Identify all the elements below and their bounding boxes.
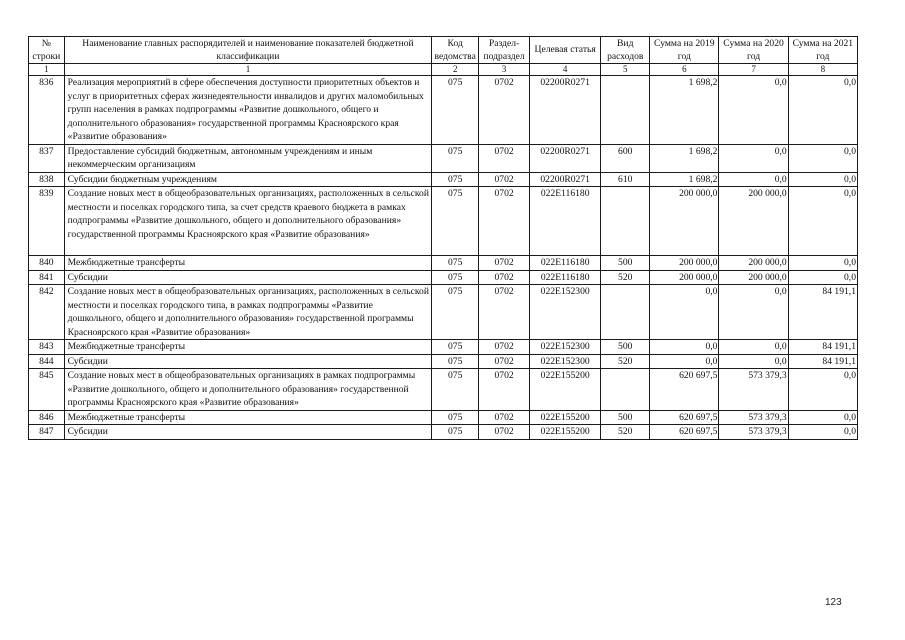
row-name: Создание новых мест в общеобразовательных организациях в рамках подпрограммы «Развитие дошкольного, общего и дополнительного образования» государственной программы Красноярского края «Развитие образования» [64,369,432,411]
row-number: 843 [29,340,65,355]
row-sum-2020: 0,0 [719,144,788,172]
row-exp-type: 520 [601,354,650,369]
row-sum-2021: 84 191,1 [788,354,857,369]
header-section: Раздел-подраздел [479,37,530,64]
row-section: 0702 [479,144,530,172]
column-number: 7 [719,64,788,76]
row-sum-2019: 620 697,5 [650,410,719,425]
row-number: 844 [29,354,65,369]
row-sum-2019: 1 698,2 [650,76,719,145]
row-exp-type: 610 [601,172,650,187]
row-dept-code: 075 [432,369,479,411]
row-dept-code: 075 [432,354,479,369]
row-number: 840 [29,256,65,271]
row-name: Субсидии бюджетным учреждениям [64,172,432,187]
row-sum-2019: 0,0 [650,354,719,369]
row-section: 0702 [479,340,530,355]
row-name: Субсидии [64,270,432,285]
row-exp-type: 520 [601,270,650,285]
row-dept-code: 075 [432,172,479,187]
row-target: 022E152300 [530,285,601,340]
row-dept-code: 075 [432,256,479,271]
row-target: 022E116180 [530,187,601,256]
row-sum-2020: 573 379,3 [719,369,788,411]
row-exp-type: 500 [601,340,650,355]
row-number: 846 [29,410,65,425]
table-header [29,37,858,76]
row-section: 0702 [479,187,530,256]
column-number: 6 [650,64,719,76]
row-dept-code: 075 [432,270,479,285]
row-target: 022E116180 [530,256,601,271]
row-target: 02200R0271 [530,76,601,145]
header-sum-2020: Сумма на 2020 год [719,37,788,64]
row-dept-code: 075 [432,76,479,145]
row-sum-2021: 84 191,1 [788,340,857,355]
header-row-no: № строки [29,37,65,64]
row-sum-2019: 200 000,0 [650,187,719,256]
column-number: 5 [601,64,650,76]
row-section: 0702 [479,410,530,425]
row-section: 0702 [479,76,530,145]
row-dept-code: 075 [432,187,479,256]
header-sum-2019: Сумма на 2019 год [650,37,719,64]
table-row [29,76,858,145]
row-sum-2019: 0,0 [650,285,719,340]
row-dept-code: 075 [432,285,479,340]
page-number: 123 [825,597,842,608]
column-number: 2 [432,64,479,76]
row-number: 841 [29,270,65,285]
row-target: 022E152300 [530,354,601,369]
table-row [29,285,858,340]
row-section: 0702 [479,256,530,271]
row-sum-2020: 200 000,0 [719,187,788,256]
row-name: Субсидии [64,425,432,440]
row-sum-2021: 0,0 [788,187,857,256]
row-name: Межбюджетные трансферты [64,256,432,271]
column-number: 1 [64,64,432,76]
row-exp-type [601,187,650,256]
row-sum-2021: 0,0 [788,256,857,271]
row-name: Предоставление субсидий бюджетным, автономным учреждениям и иным некоммерческим организациям [64,144,432,172]
row-name: Создание новых мест в общеобразовательных организациях, расположенных в сельской местности и поселках городского типа, за счет средств краевого бюджета в рамках подпрограммы «Развитие дошкольного, общего и дополнительного образования» государственной программы Красноярского края «Развитие образования» [64,187,432,256]
table-row [29,270,858,285]
row-sum-2020: 573 379,3 [719,425,788,440]
row-number: 839 [29,187,65,256]
row-number: 847 [29,425,65,440]
row-dept-code: 075 [432,425,479,440]
row-section: 0702 [479,369,530,411]
row-section: 0702 [479,270,530,285]
row-sum-2021: 0,0 [788,410,857,425]
row-target: 022E155200 [530,369,601,411]
row-target: 022E116180 [530,270,601,285]
table-row [29,256,858,271]
row-target: 02200R0271 [530,144,601,172]
row-name: Межбюджетные трансферты [64,340,432,355]
row-exp-type: 500 [601,256,650,271]
column-number: 3 [479,64,530,76]
row-sum-2020: 0,0 [719,340,788,355]
row-sum-2021: 0,0 [788,172,857,187]
row-target: 022E152300 [530,340,601,355]
row-sum-2019: 0,0 [650,340,719,355]
column-number-row [29,64,858,76]
row-dept-code: 075 [432,410,479,425]
budget-table [28,36,858,440]
row-exp-type: 500 [601,410,650,425]
row-name: Межбюджетные трансферты [64,410,432,425]
row-dept-code: 075 [432,340,479,355]
row-sum-2020: 573 379,3 [719,410,788,425]
row-sum-2021: 0,0 [788,270,857,285]
table-row [29,340,858,355]
row-sum-2021: 0,0 [788,425,857,440]
column-number: 8 [788,64,857,76]
row-sum-2020: 0,0 [719,285,788,340]
row-sum-2019: 620 697,5 [650,369,719,411]
row-section: 0702 [479,425,530,440]
header-dept-code: Код ведомства [432,37,479,64]
row-section: 0702 [479,285,530,340]
row-sum-2021: 0,0 [788,76,857,145]
table-row [29,172,858,187]
row-target: 022E155200 [530,410,601,425]
row-exp-type [601,285,650,340]
row-exp-type: 520 [601,425,650,440]
row-sum-2020: 200 000,0 [719,270,788,285]
row-number: 838 [29,172,65,187]
row-exp-type [601,369,650,411]
row-name: Создание новых мест в общеобразовательных организациях, расположенных в сельской местности и поселках городского типа, в рамках подпрограммы «Развитие дошкольного, общего и дополнительного образования» государственной программы Красноярского края «Развитие образования» [64,285,432,340]
table-row [29,425,858,440]
row-exp-type: 600 [601,144,650,172]
table-row [29,410,858,425]
header-exp-type: Вид расходов [601,37,650,64]
row-sum-2021: 84 191,1 [788,285,857,340]
header-target: Целевая статья [530,37,601,64]
table-row [29,144,858,172]
row-name: Реализация мероприятий в сфере обеспечения доступности приоритетных объектов и услуг в приоритетных сферах жизнедеятельности инвалидов и других маломобильных групп населения в рамках подпрограммы «Развитие дошкольного, общего и дополнительного образования» государственной программы Красноярского края «Развитие образования» [64,76,432,145]
row-dept-code: 075 [432,144,479,172]
column-number: 4 [530,64,601,76]
row-name: Субсидии [64,354,432,369]
table-body [29,76,858,440]
row-sum-2019: 200 000,0 [650,256,719,271]
row-section: 0702 [479,172,530,187]
row-sum-2019: 1 698,2 [650,172,719,187]
row-sum-2020: 0,0 [719,172,788,187]
row-target: 022E155200 [530,425,601,440]
table-row [29,187,858,256]
row-sum-2019: 1 698,2 [650,144,719,172]
row-section: 0702 [479,354,530,369]
row-sum-2020: 0,0 [719,76,788,145]
column-number: 1 [29,64,65,76]
row-sum-2021: 0,0 [788,144,857,172]
row-sum-2020: 0,0 [719,354,788,369]
row-number: 837 [29,144,65,172]
row-sum-2019: 620 697,5 [650,425,719,440]
row-number: 845 [29,369,65,411]
header-name: Наименование главных распорядителей и наименование показателей бюджетной классификации [64,37,432,64]
row-exp-type [601,76,650,145]
row-sum-2020: 200 000,0 [719,256,788,271]
row-number: 836 [29,76,65,145]
row-sum-2019: 200 000,0 [650,270,719,285]
row-target: 02200R0271 [530,172,601,187]
table-row [29,354,858,369]
row-sum-2021: 0,0 [788,369,857,411]
row-number: 842 [29,285,65,340]
header-sum-2021: Сумма на 2021 год [788,37,857,64]
table-row [29,369,858,411]
